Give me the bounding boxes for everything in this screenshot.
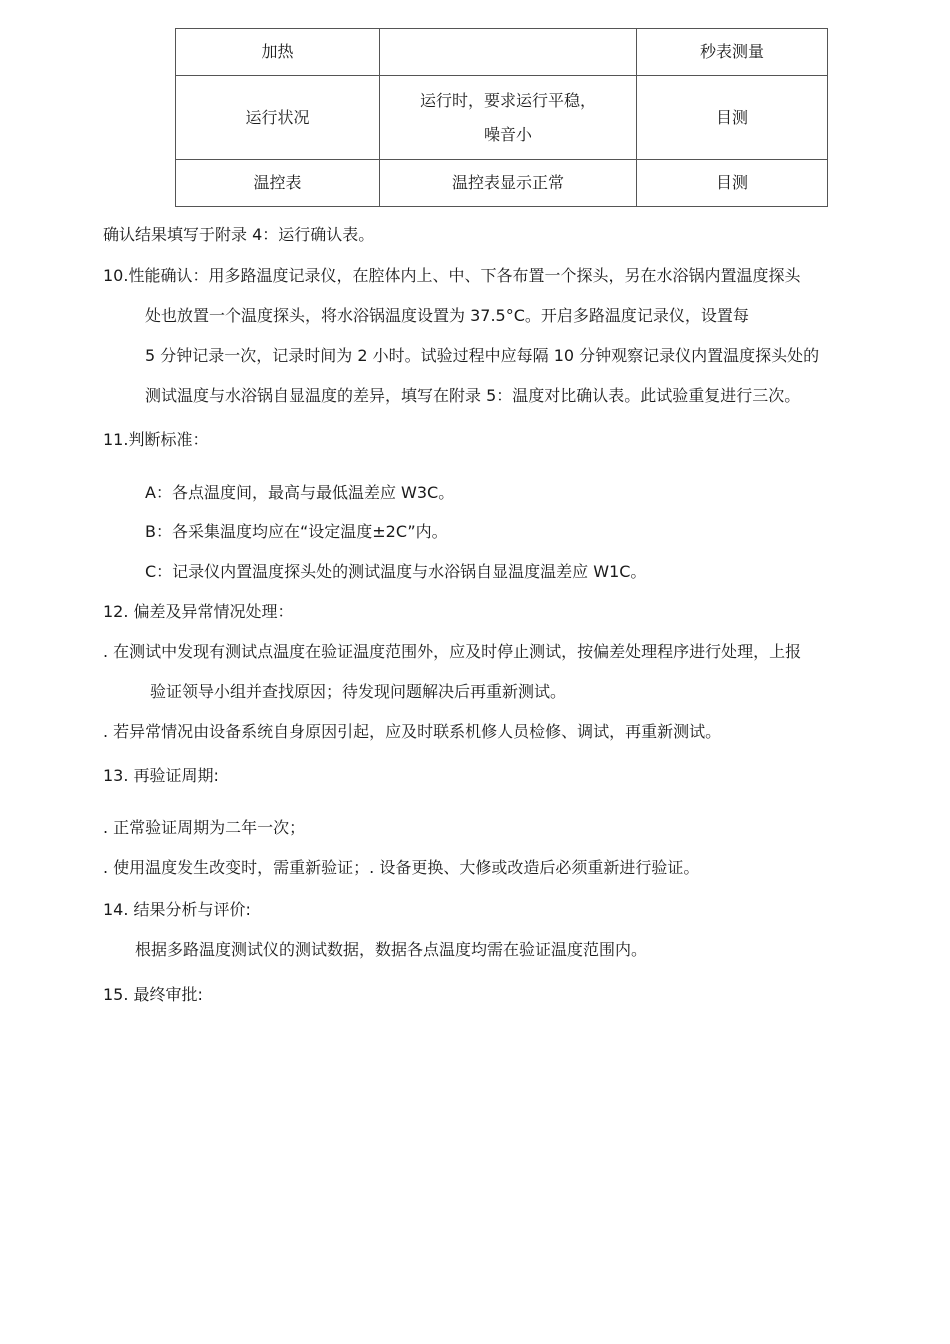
section-11-title: 11.判断标准： xyxy=(103,430,209,449)
table-row xyxy=(176,160,828,207)
section-13-line: . 正常验证周期为二年一次； xyxy=(103,818,306,837)
table-cell: 运行状况 xyxy=(176,76,380,160)
section-14-line: 根据多路温度测试仪的测试数据，数据各点温度均需在验证温度范围内。 xyxy=(135,940,648,959)
table-cell: 目测 xyxy=(637,76,828,160)
section-13-title: 13. 再验证周期: xyxy=(103,766,219,785)
criterion-c: C：记录仪内置温度探头处的测试温度与水浴锅自显温度温差应 W1C。 xyxy=(145,562,647,581)
table-cell xyxy=(380,29,637,76)
table-cell: 加热 xyxy=(176,29,380,76)
section-10-line: 测试温度与水浴锅自显温度的差异，填写在附录 5：温度对比确认表。此试验重复进行三次。 xyxy=(145,386,801,405)
section-12-title: 12. 偏差及异常情况处理： xyxy=(103,602,294,621)
criterion-b: B：各采集温度均应在“设定温度±2C”内。 xyxy=(145,522,448,541)
cell-line: 噪音小 xyxy=(483,124,532,144)
table-cell: 温控表显示正常 xyxy=(380,160,637,207)
table-row xyxy=(176,29,828,76)
cell-line: 运行时，要求运行平稳， xyxy=(419,90,596,110)
table-cell xyxy=(380,76,637,160)
table-cell: 秒表测量 xyxy=(637,29,828,76)
section-14-title: 14. 结果分析与评价: xyxy=(103,900,251,919)
section-12-line: . 在测试中发现有测试点温度在验证温度范围外，应及时停止测试，按偏差处理程序进行处理，上报 xyxy=(103,642,802,661)
section-12-line: 验证领导小组并查找原因；待发现问题解决后再重新测试。 xyxy=(150,682,567,701)
section-10-line: 处也放置一个温度探头，将水浴锅温度设置为 37.5°C。开启多路温度记录仪，设置每 xyxy=(145,306,749,325)
table-row xyxy=(176,76,828,160)
table-cell: 温控表 xyxy=(176,160,380,207)
section-10-line: 10.性能确认：用多路温度记录仪，在腔体内上、中、下各布置一个探头，另在水浴锅内置温度探头 xyxy=(103,266,801,285)
table-cell: 目测 xyxy=(637,160,828,207)
confirm-result-text: 确认结果填写于附录 4：运行确认表。 xyxy=(103,225,375,244)
section-12-line: . 若异常情况由设备系统自身原因引起，应及时联系机修人员检修、调试，再重新测试。 xyxy=(103,722,722,741)
section-10-line: 5 分钟记录一次，记录时间为 2 小时。试验过程中应每隔 10 分钟观察记录仪内置温度探头处的 xyxy=(145,346,820,365)
criterion-a: A：各点温度间，最高与最低温差应 W3C。 xyxy=(145,483,455,502)
section-13-line: . 使用温度发生改变时，需重新验证；. 设备更换、大修或改造后必须重新进行验证。 xyxy=(103,858,700,877)
verification-table xyxy=(175,28,828,207)
section-15-title: 15. 最终审批: xyxy=(103,985,203,1004)
